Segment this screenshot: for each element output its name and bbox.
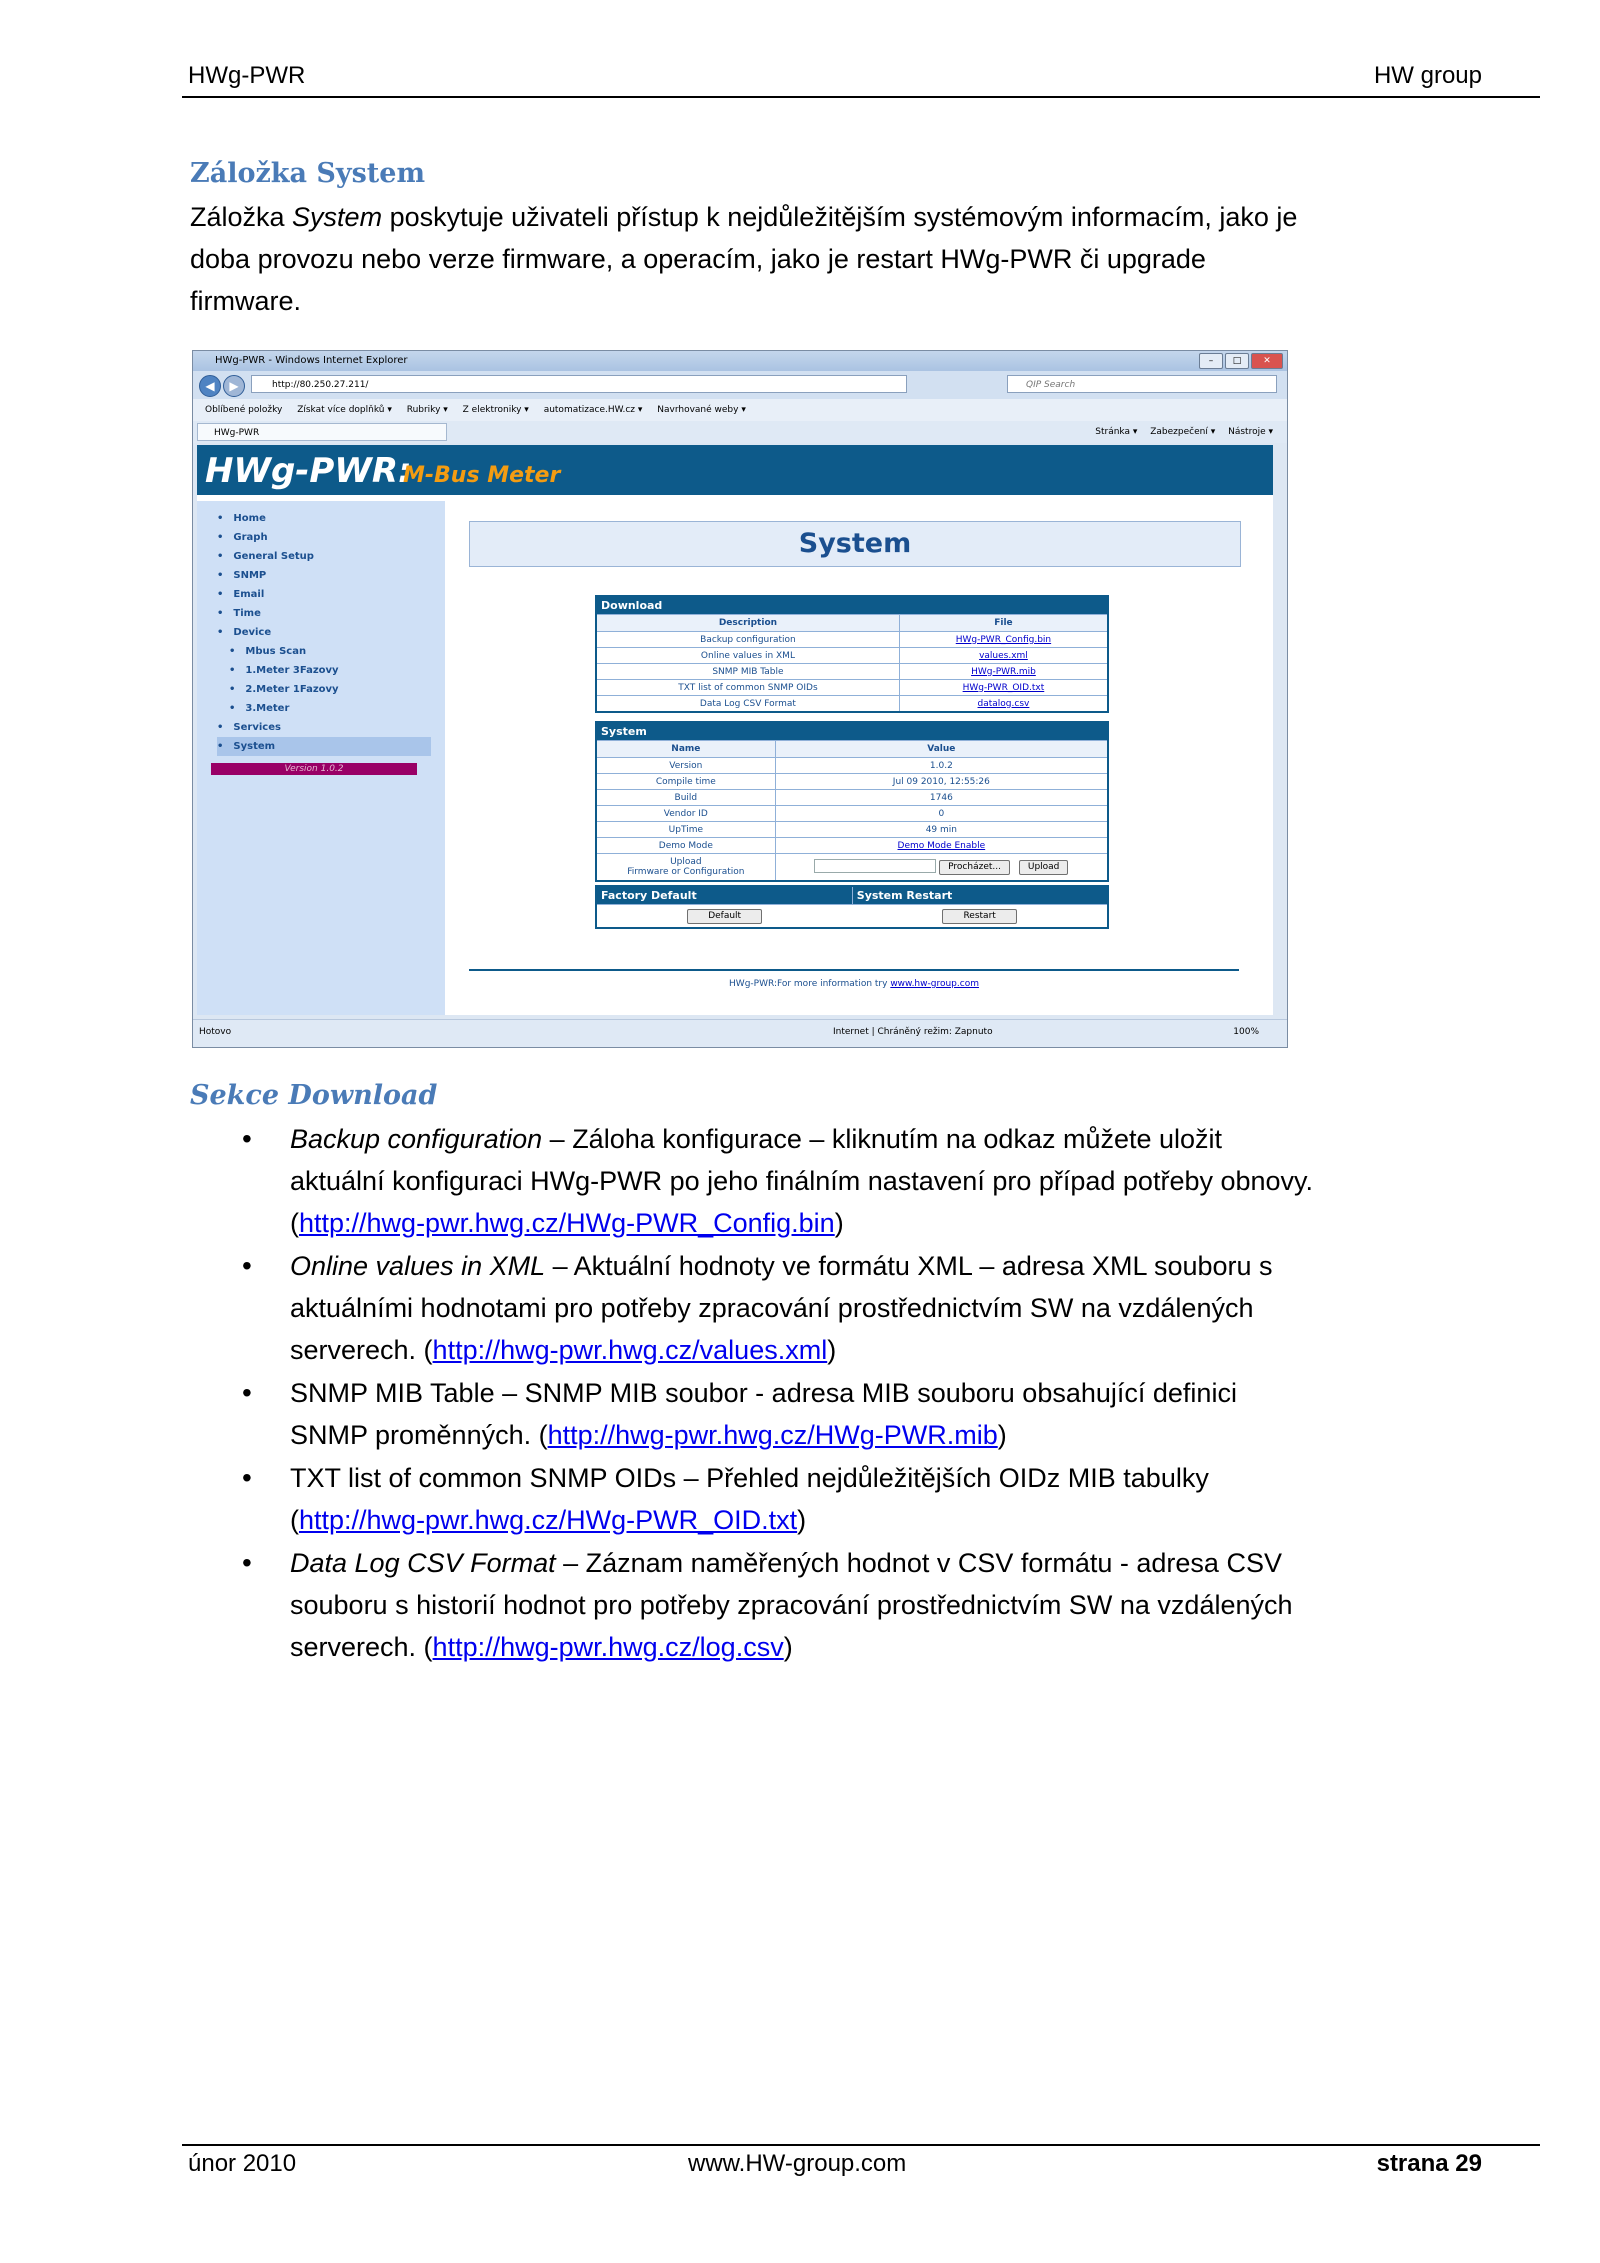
menu-meter-1[interactable]: • 1.Meter 3Fazovy — [217, 661, 443, 680]
file-link[interactable]: values.xml — [899, 648, 1108, 664]
zoom-level[interactable]: 100% — [1233, 1027, 1259, 1037]
item-close: ) — [797, 1505, 807, 1535]
cell-value: Jul 09 2010, 12:55:26 — [775, 774, 1108, 790]
restart-cell — [852, 905, 1108, 929]
header-left: HWg-PWR — [188, 62, 306, 89]
menu-meter-2[interactable]: • 2.Meter 1Fazovy — [217, 680, 443, 699]
table-row — [596, 822, 1108, 838]
cell-desc: SNMP MIB Table — [596, 664, 899, 680]
col-name: Name — [596, 741, 775, 758]
col-value: Value — [775, 741, 1108, 758]
intro-before: Záložka — [190, 202, 293, 232]
download-list — [190, 1118, 1320, 1669]
download-table — [595, 595, 1109, 713]
table-row — [596, 758, 1108, 774]
default-button[interactable]: Default — [687, 909, 762, 924]
menu-system[interactable]: • System — [217, 737, 431, 756]
item-text: SNMP MIB Table – SNMP MIB soubor - adresa MIB souboru obsahující definici SNMP proměnných. ( — [290, 1378, 1237, 1450]
table-row — [596, 696, 1108, 713]
menu-snmp[interactable]: • SNMP — [217, 566, 431, 585]
fav-item[interactable]: Z elektroniky ▾ — [462, 405, 529, 415]
intro-paragraph — [190, 196, 1310, 322]
webpage-footer-rule — [469, 969, 1239, 971]
table-row — [596, 664, 1108, 680]
upload-controls — [775, 854, 1108, 882]
restart-caption: System Restart — [852, 886, 1108, 905]
item-text: – Záznam naměřených hodnot v CSV formátu - adresa CSV souboru s historií hodnot pro potřeby zpracování prostřednictvím SW na vzdálených serverech. ( — [290, 1548, 1293, 1662]
webpage-sidebar — [197, 501, 445, 1015]
item-text: – Aktuální hodnoty ve formátu XML – adresa XML souboru s aktuálními hodnotami pro potřeby zpracování prostřednictvím SW na vzdálených serverech. ( — [290, 1251, 1273, 1365]
file-link[interactable]: HWg-PWR.mib — [899, 664, 1108, 680]
back-icon[interactable]: ◀ — [199, 375, 221, 397]
section-title: Záložka System — [190, 158, 426, 189]
table-row — [596, 790, 1108, 806]
footer-website: www.HW-group.com — [688, 2150, 907, 2177]
search-input[interactable]: QIP Search — [1007, 375, 1277, 393]
cell-name: Version — [596, 758, 775, 774]
item-term: Backup configuration — [290, 1124, 543, 1154]
table-row — [596, 632, 1108, 648]
close-icon[interactable]: ✕ — [1251, 353, 1283, 369]
menu-mbus-scan[interactable]: • Mbus Scan — [217, 642, 443, 661]
fav-item[interactable]: Získat více doplňků ▾ — [297, 405, 392, 415]
cell-value: 1746 — [775, 790, 1108, 806]
command-bar — [1085, 421, 1273, 443]
webpage — [197, 445, 1273, 1015]
header-right: HW group — [1373, 62, 1482, 89]
cell-value: 0 — [775, 806, 1108, 822]
ie-addressbar — [193, 371, 1287, 399]
system-table — [595, 721, 1109, 882]
table-row — [596, 838, 1108, 854]
factory-caption: Factory Default — [596, 886, 852, 905]
col-file: File — [899, 615, 1108, 632]
tool-tools[interactable]: Nástroje ▾ — [1228, 427, 1273, 437]
status-zone: Internet | Chráněný režim: Zapnuto — [833, 1027, 993, 1037]
file-path-input[interactable] — [814, 859, 936, 873]
footer-page-number: strana 29 — [1376, 2150, 1482, 2177]
table-row — [596, 680, 1108, 696]
upload-label — [596, 854, 775, 882]
version-badge: Version 1.0.2 — [211, 763, 417, 775]
menu-graph[interactable]: • Graph — [217, 528, 431, 547]
fav-item[interactable]: Rubriky ▾ — [406, 405, 448, 415]
cell-desc: Data Log CSV Format — [596, 696, 899, 713]
intro-em: System — [292, 202, 383, 232]
cell-name: UpTime — [596, 822, 775, 838]
default-cell — [596, 905, 852, 929]
menu-home[interactable]: • Home — [217, 509, 431, 528]
fav-item[interactable]: Oblíbené položky — [205, 405, 283, 415]
footer-text: HWg-PWR:For more information try — [729, 979, 891, 989]
file-link[interactable]: HWg-PWR_Config.bin — [899, 632, 1108, 648]
favorites-bar — [193, 399, 1287, 422]
cell-name: Compile time — [596, 774, 775, 790]
menu-email[interactable]: • Email — [217, 585, 431, 604]
item-link[interactable]: http://hwg-pwr.hwg.cz/values.xml — [432, 1335, 828, 1365]
table-row — [596, 648, 1108, 664]
sidebar-menu — [217, 509, 443, 756]
cell-value: 1.0.2 — [775, 758, 1108, 774]
table-row — [596, 806, 1108, 822]
maximize-icon[interactable]: □ — [1225, 353, 1249, 369]
cell-value: 49 min — [775, 822, 1108, 838]
table-row — [596, 774, 1108, 790]
ie-titlebar — [193, 351, 1287, 371]
browser-tab[interactable]: HWg-PWR — [197, 423, 447, 441]
item-close: ) — [783, 1632, 793, 1662]
item-link[interactable]: http://hwg-pwr.hwg.cz/HWg-PWR_Config.bin — [299, 1208, 835, 1238]
footer-date: únor 2010 — [188, 2150, 297, 2177]
address-input[interactable]: http://80.250.27.211/ — [251, 375, 907, 393]
download-caption: Download — [596, 596, 1108, 615]
system-caption: System — [596, 722, 1108, 741]
menu-device[interactable]: • Device — [217, 623, 431, 642]
upload-button[interactable]: Upload — [1019, 860, 1069, 875]
header-rule — [182, 96, 1540, 98]
item-link[interactable]: http://hwg-pwr.hwg.cz/log.csv — [432, 1632, 784, 1662]
item-close: ) — [827, 1335, 837, 1365]
browser-screenshot — [192, 350, 1288, 1048]
menu-time[interactable]: • Time — [217, 604, 431, 623]
cell-desc: Online values in XML — [596, 648, 899, 664]
webpage-logo: HWg-PWR: — [205, 451, 412, 491]
cell-desc: TXT list of common SNMP OIDs — [596, 680, 899, 696]
menu-general-setup[interactable]: • General Setup — [217, 547, 431, 566]
item-close: ) — [834, 1208, 844, 1238]
webpage-footer — [469, 979, 1239, 989]
item-link[interactable]: http://hwg-pwr.hwg.cz/HWg-PWR_OID.txt — [299, 1505, 798, 1535]
footer-link[interactable]: www.hw-group.com — [890, 979, 979, 989]
webpage-title: System — [469, 521, 1241, 567]
restart-button[interactable]: Restart — [942, 909, 1016, 924]
list-item — [190, 1118, 1320, 1244]
fav-item[interactable]: automatizace.HW.cz ▾ — [543, 405, 643, 415]
webpage-logo-sub: M-Bus Meter — [403, 463, 561, 488]
browse-button[interactable]: Procházet... — [939, 860, 1010, 875]
forward-icon[interactable]: ▶ — [223, 375, 245, 397]
intro-after: poskytuje uživateli přístup k nejdůležitějším systémovým informacím, jako je doba provozu nebo verze firmware, a operacím, jako je restart HWg-PWR či upgrade firmware. — [190, 202, 1298, 316]
list-item — [190, 1457, 1320, 1541]
minimize-icon[interactable]: – — [1199, 353, 1223, 369]
fav-item[interactable]: Navrhované weby ▾ — [657, 405, 746, 415]
upload-row — [596, 854, 1108, 882]
item-link[interactable]: http://hwg-pwr.hwg.cz/HWg-PWR.mib — [547, 1420, 998, 1450]
list-item — [190, 1245, 1320, 1371]
menu-meter-3[interactable]: • 3.Meter — [217, 699, 443, 718]
col-description: Description — [596, 615, 899, 632]
window-title: HWg-PWR - Windows Internet Explorer — [215, 355, 408, 366]
cell-desc: Backup configuration — [596, 632, 899, 648]
upload-label-1: Upload — [670, 857, 702, 867]
cell-name: Demo Mode — [596, 838, 775, 854]
menu-services[interactable]: • Services — [217, 718, 431, 737]
demo-mode-link[interactable]: Demo Mode Enable — [775, 838, 1108, 854]
item-term: Data Log CSV Format — [290, 1548, 556, 1578]
download-section-title: Sekce Download — [190, 1080, 438, 1111]
footer-rule — [182, 2144, 1540, 2146]
item-term: Online values in XML — [290, 1251, 546, 1281]
cell-name: Build — [596, 790, 775, 806]
tool-page[interactable]: Stránka ▾ — [1095, 427, 1138, 437]
factory-table — [595, 885, 1109, 929]
tool-security[interactable]: Zabezpečení ▾ — [1150, 427, 1216, 437]
item-text: TXT list of common SNMP OIDs – Přehled nejdůležitějších OIDz MIB tabulky ( — [290, 1463, 1209, 1535]
cell-name: Vendor ID — [596, 806, 775, 822]
item-text: – Záloha konfigurace – kliknutím na odkaz můžete uložit aktuální konfiguraci HWg-PWR po jeho finálním nastavení pro případ potřeby obnovy. ( — [290, 1124, 1314, 1238]
ie-statusbar — [193, 1019, 1287, 1048]
webpage-banner — [197, 445, 1273, 495]
list-item — [190, 1542, 1320, 1668]
tab-strip — [193, 421, 1287, 443]
upload-label-2: Firmware or Configuration — [627, 867, 745, 877]
list-item — [190, 1372, 1320, 1456]
file-link[interactable]: HWg-PWR_OID.txt — [899, 680, 1108, 696]
file-link[interactable]: datalog.csv — [899, 696, 1108, 713]
status-text: Hotovo — [199, 1027, 232, 1037]
item-close: ) — [997, 1420, 1007, 1450]
